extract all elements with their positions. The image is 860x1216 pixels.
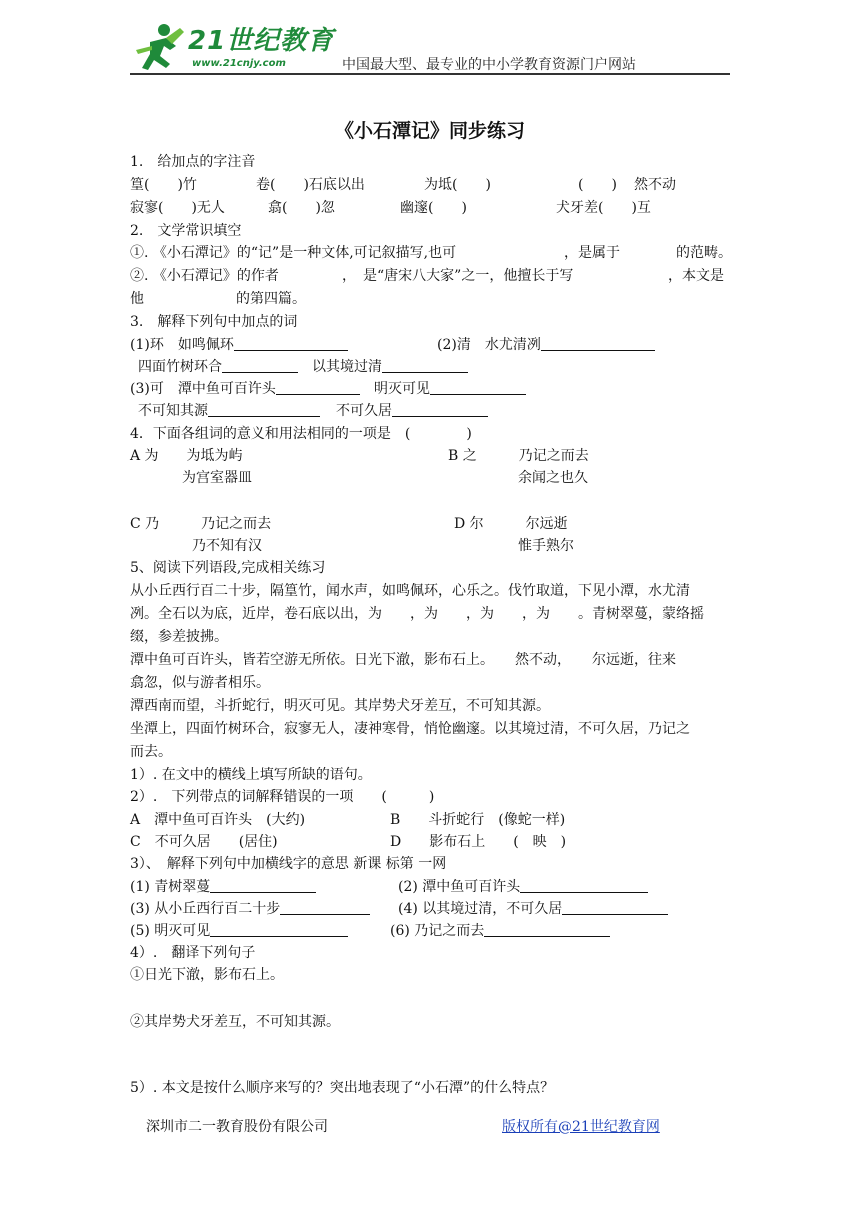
q4-heading: 4．下面各组词的意义和用法相同的一项是 ( ) bbox=[130, 426, 472, 442]
q5-sub3-item: (6) 乃记之而去 bbox=[390, 921, 610, 941]
q5-sub3-item: (2) 潭中鱼可百许头 bbox=[398, 877, 648, 897]
page-header bbox=[130, 18, 730, 76]
q5-sub3-item: (5) 明灭可见 bbox=[130, 921, 348, 941]
q3-item: 以其境过清 bbox=[312, 357, 468, 377]
q4-option: B 之 乃记之而去 bbox=[448, 448, 589, 464]
q5-heading: 5、阅读下列语段,完成相关练习 bbox=[130, 560, 326, 576]
q1-item: 卷( )石底以出 bbox=[256, 177, 365, 193]
q2-text: ①. 《小石潭记》的“记”是一种文体,可记叙描写,也可 bbox=[130, 245, 457, 261]
passage-line: 坐潭上，四面竹树环合，寂寥无人，凄神寒骨，悄怆幽邃。以其境过清，不可久居，乃记之 bbox=[130, 721, 690, 737]
q5-sub3-item: (1) 青树翠蔓 bbox=[130, 877, 316, 897]
q4-option: D 尔 尔远逝 bbox=[454, 516, 568, 532]
passage-line: 冽。全石以为底，近岸，卷石底以出，为 ，为 ，为 ，为 。青树翠蔓，蒙络摇 bbox=[130, 606, 704, 622]
q2-text: ，本文是 bbox=[668, 268, 724, 284]
q1-heading: 1. 给加点的字注音 bbox=[130, 154, 256, 170]
q5-sub2-option: A 潭中鱼可百许头 (大约) bbox=[130, 812, 306, 828]
q3-item: (1)环 如鸣佩环 bbox=[130, 335, 348, 355]
q4-option: A 为 为坻为屿 bbox=[130, 448, 243, 464]
q3-heading: 3. 解释下列句中加点的词 bbox=[130, 314, 298, 330]
q5-sub3-item: (4) 以其境过清，不可久居 bbox=[398, 899, 668, 919]
q5-sub2-option: C 不可久居 (居住) bbox=[130, 834, 278, 850]
q1-item: 篁( )竹 bbox=[130, 177, 197, 193]
q3-item: 不可久居 bbox=[336, 401, 488, 421]
translate-sentence: ①日光下澈，影布石上。 bbox=[130, 967, 284, 983]
passage-line: 潭中鱼可百许头，皆若空游无所依。日光下澈，影布石上。 然不动， 尔远逝，往来 bbox=[130, 652, 676, 668]
q4-option: C 乃 乃记之而去 bbox=[130, 516, 272, 532]
passage-line: 从小丘西行百二十步，隔篁竹，闻水声，如鸣佩环，心乐之。伐竹取道，下见小潭，水尤清 bbox=[130, 583, 690, 599]
passage-line: 翕忽，似与游者相乐。 bbox=[130, 675, 270, 691]
q2-heading: 2. 文学常识填空 bbox=[130, 223, 242, 239]
q1-item: 犬牙差( )互 bbox=[556, 200, 651, 216]
page-title: 《小石潭记》同步练习 bbox=[334, 120, 525, 142]
q4-option: 余闻之也久 bbox=[518, 470, 588, 486]
header-slogan: 中国最大型、最专业的中小学教育资源门户网站 bbox=[342, 57, 636, 73]
q3-item: 不可知其源 bbox=[138, 401, 320, 421]
q2-text: 他 bbox=[130, 291, 144, 307]
q4-option: 为宫室器皿 bbox=[182, 470, 252, 486]
q5-sub2: 2）. 下列带点的词解释错误的一项 ( ) bbox=[130, 789, 435, 805]
q2-text: 的第四篇。 bbox=[236, 291, 306, 307]
logo-text: 21世纪教育 bbox=[188, 26, 335, 56]
q2-text: ，是属于 bbox=[564, 245, 620, 261]
q5-sub3-item: (3) 从小丘西行百二十步 bbox=[130, 899, 370, 919]
logo-url: www.21cnjy.com bbox=[192, 58, 286, 69]
passage-line: 而去。 bbox=[130, 744, 172, 760]
q5-sub5: 5）. 本文是按什么顺序来写的？突出地表现了“小石潭”的什么特点？ bbox=[130, 1080, 555, 1096]
passage-line: 缀，参差披拂。 bbox=[130, 629, 228, 645]
q3-item: 明灭可见 bbox=[374, 379, 526, 399]
q2-text: ， 是“唐宋八大家”之一，他擅长于写 bbox=[342, 268, 574, 284]
translate-sentence: ②其岸势犬牙差互，不可知其源。 bbox=[130, 1014, 340, 1030]
q5-sub3: 3）、 解释下列句中加横线字的意思 新课 标第 一网 bbox=[130, 856, 447, 872]
q4-option: 惟手熟尔 bbox=[518, 538, 574, 554]
q1-item: ( ) bbox=[578, 177, 617, 193]
footer-copyright-link[interactable]: 版权所有@21世纪教育网 bbox=[502, 1119, 660, 1135]
q2-text: ②. 《小石潭记》的作者 bbox=[130, 268, 279, 284]
q2-text: 的范畴。 bbox=[676, 245, 732, 261]
q1-item: 为坻( ) bbox=[424, 177, 491, 193]
q1-item: 翕( )忽 bbox=[268, 200, 335, 216]
q3-item: (2)清 水尤清冽 bbox=[437, 335, 655, 355]
q1-item: 然不动 bbox=[634, 177, 676, 193]
q3-item: 四面竹树环合 bbox=[138, 357, 298, 377]
q5-sub2-option: B 斗折蛇行 (像蛇一样) bbox=[390, 812, 566, 828]
passage-line: 潭西南而望，斗折蛇行，明灭可见。其岸势犬牙差互，不可知其源。 bbox=[130, 698, 550, 714]
header-divider bbox=[130, 73, 730, 75]
q5-sub1: 1）. 在文中的横线上填写所缺的语句。 bbox=[130, 767, 372, 783]
q3-item: (3)可 潭中鱼可百许头 bbox=[130, 379, 360, 399]
q4-option: 乃不知有汉 bbox=[192, 538, 262, 554]
footer-company: 深圳市二一教育股份有限公司 bbox=[146, 1119, 328, 1135]
q1-item: 寂寥( )无人 bbox=[130, 200, 225, 216]
q5-sub4: 4）. 翻译下列句子 bbox=[130, 945, 256, 961]
q1-item: 幽邃( ) bbox=[400, 200, 467, 216]
q5-sub2-option: D 影布石上 ( 映 ) bbox=[390, 834, 567, 850]
